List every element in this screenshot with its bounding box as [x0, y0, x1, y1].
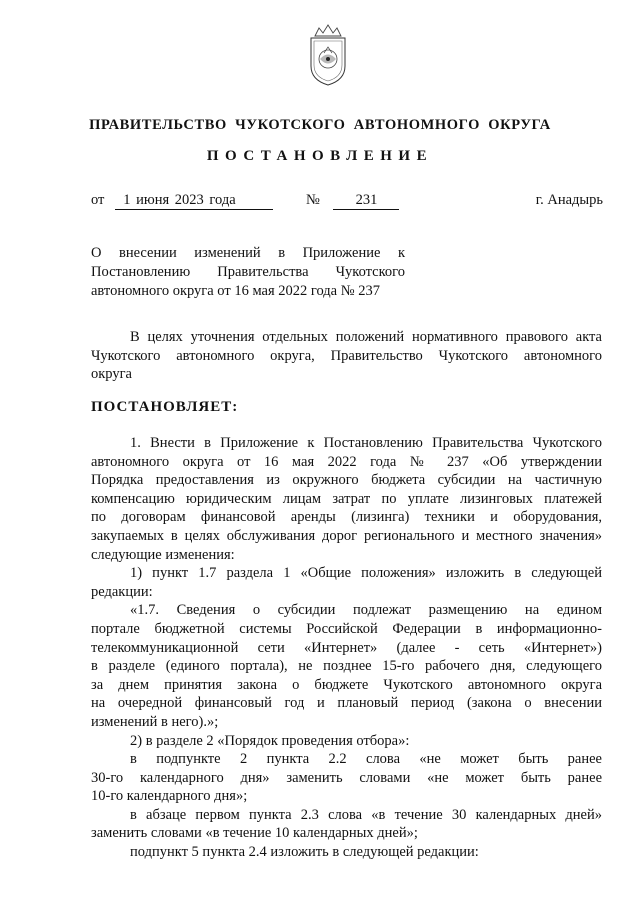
body-line: Порядка предоставления из окружного бюджета субсидии на частичную [91, 472, 602, 489]
subject-line: автономного округа от 16 мая 2022 года № 237 [91, 283, 380, 299]
body-line: за днем принятия закона о бюджете Чукотского автономного округа [91, 676, 602, 693]
body-line: изменений в него).»; [91, 713, 219, 730]
body-line: в разделе (единого портала), не позднее 15-го рабочего дня, следующего [91, 658, 602, 675]
preamble [91, 328, 602, 384]
decree-subject [91, 244, 405, 301]
body-line: 1. Внести в Приложение к Постановлению Правительства Чукотского [130, 435, 602, 451]
resolves-heading: ПОСТАНОВЛЯЕТ: [91, 399, 239, 415]
decree-body [91, 434, 602, 862]
body-line: заменить словами «в течение 10 календарных дней»; [91, 825, 418, 842]
body-line: 10-го календарного дня»; [91, 788, 248, 805]
body-line: 2) в разделе 2 «Порядок проведения отбора»: [130, 732, 410, 749]
body-line: в абзаце первом пункта 2.3 слова «в течение 30 календарных дней» [130, 806, 602, 823]
body-line: телекоммуникационной сети «Интернет» (далее - сеть «Интернет») [91, 639, 602, 656]
decree-number [306, 190, 399, 210]
body-line: «1.7. Сведения о субсидии подлежат размещению на едином [130, 602, 602, 619]
body-line: автономного округа от 16 мая 2022 года № 237 «Об утверждении [91, 453, 602, 470]
body-line: подпункт 5 пункта 2.4 изложить в следующей редакции: [130, 844, 479, 861]
date-prefix: от [91, 192, 105, 208]
document-type-title: ПОСТАНОВЛЕНИЕ [206, 148, 434, 164]
body-line: компенсацию юридическим лицам затрат по уплате лизинговых платежей [91, 490, 602, 507]
number-value: 231 [333, 192, 399, 210]
body-line: на очередной финансовый год и плановый период (закона о внесении [91, 695, 602, 712]
decree-city: г. Анадырь [535, 192, 603, 208]
body-line: 1) пункт 1.7 раздела 1 «Общие положения» изложить в следующей [130, 565, 602, 582]
body-line: редакции: [91, 583, 153, 600]
date-value: 1 июня 2023 года [115, 192, 273, 210]
preamble-line: Чукотского автономного округа, Правительство Чукотского автономного [91, 347, 602, 364]
body-line: следующие изменения: [91, 546, 235, 563]
subject-line: О внесении изменений в Приложение к [91, 245, 405, 261]
preamble-line: округа [91, 366, 132, 383]
number-sign: № [306, 192, 320, 208]
government-title: ПРАВИТЕЛЬСТВО ЧУКОТСКОГО АВТОНОМНОГО ОКРУГА [89, 117, 551, 133]
body-line: 30-го календарного дня» заменить словами «не может быть ранее [91, 769, 602, 786]
body-line: в подпункте 2 пункта 2.2 слова «не может быть ранее [130, 751, 602, 768]
decree-date [91, 190, 273, 210]
body-line: по договорам финансовой аренды (лизинга) техники и оборудования, [91, 509, 602, 526]
subject-line: Постановлению Правительства Чукотского [91, 264, 405, 280]
preamble-line: В целях уточнения отдельных положений нормативного правового акта [130, 329, 602, 345]
body-line: закупаемых в целях обслуживания дорог регионального и местного значения» [91, 527, 602, 544]
coat-of-arms-emblem [307, 22, 349, 88]
body-line: портале бюджетной системы Российской Федерации в информационно- [91, 620, 602, 637]
